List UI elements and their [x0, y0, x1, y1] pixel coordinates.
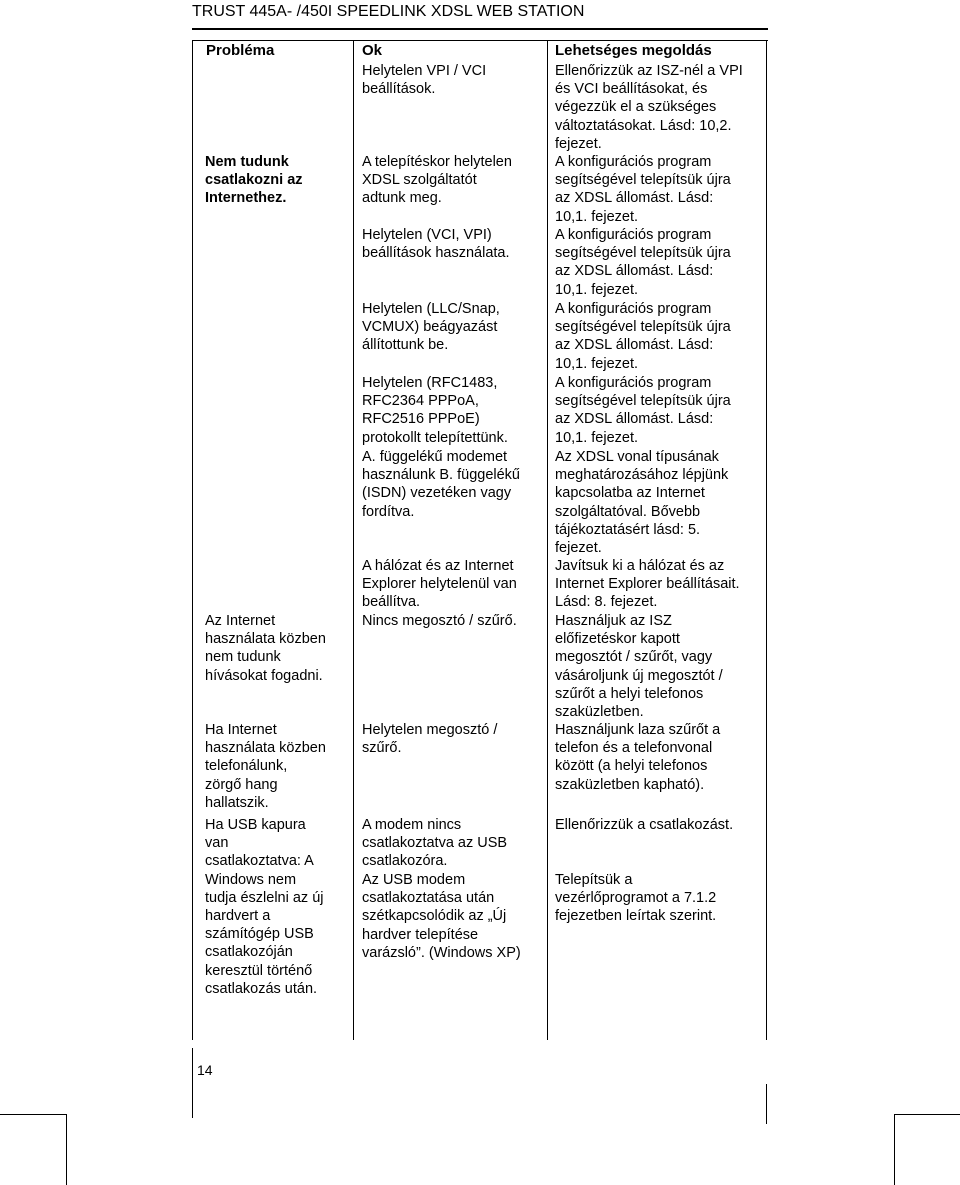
- solution-cell: Használjunk laza szűrőt a telefon és a telefonvonal között (a helyi telefonos szaküzletben kapható).: [555, 722, 721, 793]
- problem-cell: Ha USB kapura van csatlakoztatva: A Windows nem tudja észlelni az új hardvert a számítógép USB csatlakozóján keresztül történő csatlakozás után.: [205, 817, 324, 997]
- cause-cell: A hálózat és az Internet Explorer helytelenül van beállítva.: [362, 558, 517, 611]
- column-header-cause: Ok: [362, 42, 383, 59]
- cause-cell: Helytelen megosztó / szűrő.: [362, 722, 498, 757]
- problem-cell: Az Internet használata közben nem tudunk hívásokat fogadni.: [205, 613, 326, 684]
- cause-cell: A modem nincs csatlakoztatva az USB csatlakozóra.: [362, 817, 508, 870]
- crop-mark-bottom-right: [894, 1114, 960, 1185]
- cause-cell: A. függelékű modemet használunk B. függelékű (ISDN) vezetéken vagy fordítva.: [362, 449, 520, 520]
- solution-cell: A konfigurációs program segítségével telepítsük újra az XDSL állomást. Lásd: 10,1. fejezet.: [555, 301, 731, 372]
- table-header-row: [192, 42, 768, 60]
- page-number-marker: [192, 1048, 193, 1118]
- solution-cell: Használjuk az ISZ előfizetéskor kapott megosztót / szűrőt, vagy vásároljunk új megosztót / szűrőt a helyi telefonos szaküzletben.: [555, 613, 723, 721]
- problem-cell: Nem tudunk csatlakozni az Internethez.: [205, 154, 303, 207]
- solution-cell: Telepítsük a vezérlőprogramot a 7.1.2 fejezetben leírtak szerint.: [555, 872, 717, 925]
- table-border-left: [192, 40, 193, 1040]
- header-rule: [192, 28, 768, 30]
- cause-cell: Helytelen VPI / VCI beállítások.: [362, 63, 487, 98]
- cause-cell: A telepítéskor helytelen XDSL szolgáltatót adtunk meg.: [362, 154, 512, 207]
- page-number: 14: [197, 1062, 213, 1078]
- cause-cell: Nincs megosztó / szűrő.: [362, 613, 517, 629]
- column-header-solution: Lehetséges megoldás: [555, 42, 712, 59]
- solution-cell: A konfigurációs program segítségével telepítsük újra az XDSL állomást. Lásd: 10,1. fejezet.: [555, 227, 731, 298]
- document-header: TRUST 445A- /450I SPEEDLINK XDSL WEB STATION: [192, 3, 585, 20]
- table-border-right: [766, 40, 767, 1040]
- solution-cell: Javítsuk ki a hálózat és az Internet Explorer beállításait. Lásd: 8. fejezet.: [555, 558, 740, 611]
- trim-mark-right: [766, 1084, 767, 1124]
- table-top-border: [192, 40, 768, 41]
- table-divider-2: [547, 40, 548, 1040]
- cause-cell: Helytelen (RFC1483, RFC2364 PPPoA, RFC2516 PPPoE) protokollt telepítettünk.: [362, 375, 508, 446]
- cause-cell: Az USB modem csatlakoztatása után szétkapcsolódik az „Új hardver telepítése varázsló”. (Windows XP): [362, 872, 521, 961]
- solution-cell: A konfigurációs program segítségével telepítsük újra az XDSL állomást. Lásd: 10,1. fejezet.: [555, 375, 731, 446]
- cause-cell: Helytelen (VCI, VPI) beállítások használata.: [362, 227, 510, 262]
- column-header-problem: Probléma: [206, 42, 275, 59]
- solution-cell: Ellenőrizzük a csatlakozást.: [555, 817, 734, 833]
- solution-cell: Ellenőrizzük az ISZ-nél a VPI és VCI beállításokat, és végezzük el a szükséges változtatásokat. Lásd: 10,2. fejezet.: [555, 63, 743, 152]
- solution-cell: A konfigurációs program segítségével telepítsük újra az XDSL állomást. Lásd: 10,1. fejezet.: [555, 154, 731, 225]
- crop-mark-bottom-left: [0, 1114, 67, 1185]
- cause-cell: Helytelen (LLC/Snap, VCMUX) beágyazást állítottunk be.: [362, 301, 500, 354]
- problem-cell: Ha Internet használata közben telefonálunk, zörgő hang hallatszik.: [205, 722, 326, 811]
- solution-cell: Az XDSL vonal típusának meghatározásához lépjünk kapcsolatba az Internet szolgáltatóval. Bővebb tájékoztatásért lásd: 5. fejezet.: [555, 449, 729, 557]
- table-divider-1: [353, 40, 354, 1040]
